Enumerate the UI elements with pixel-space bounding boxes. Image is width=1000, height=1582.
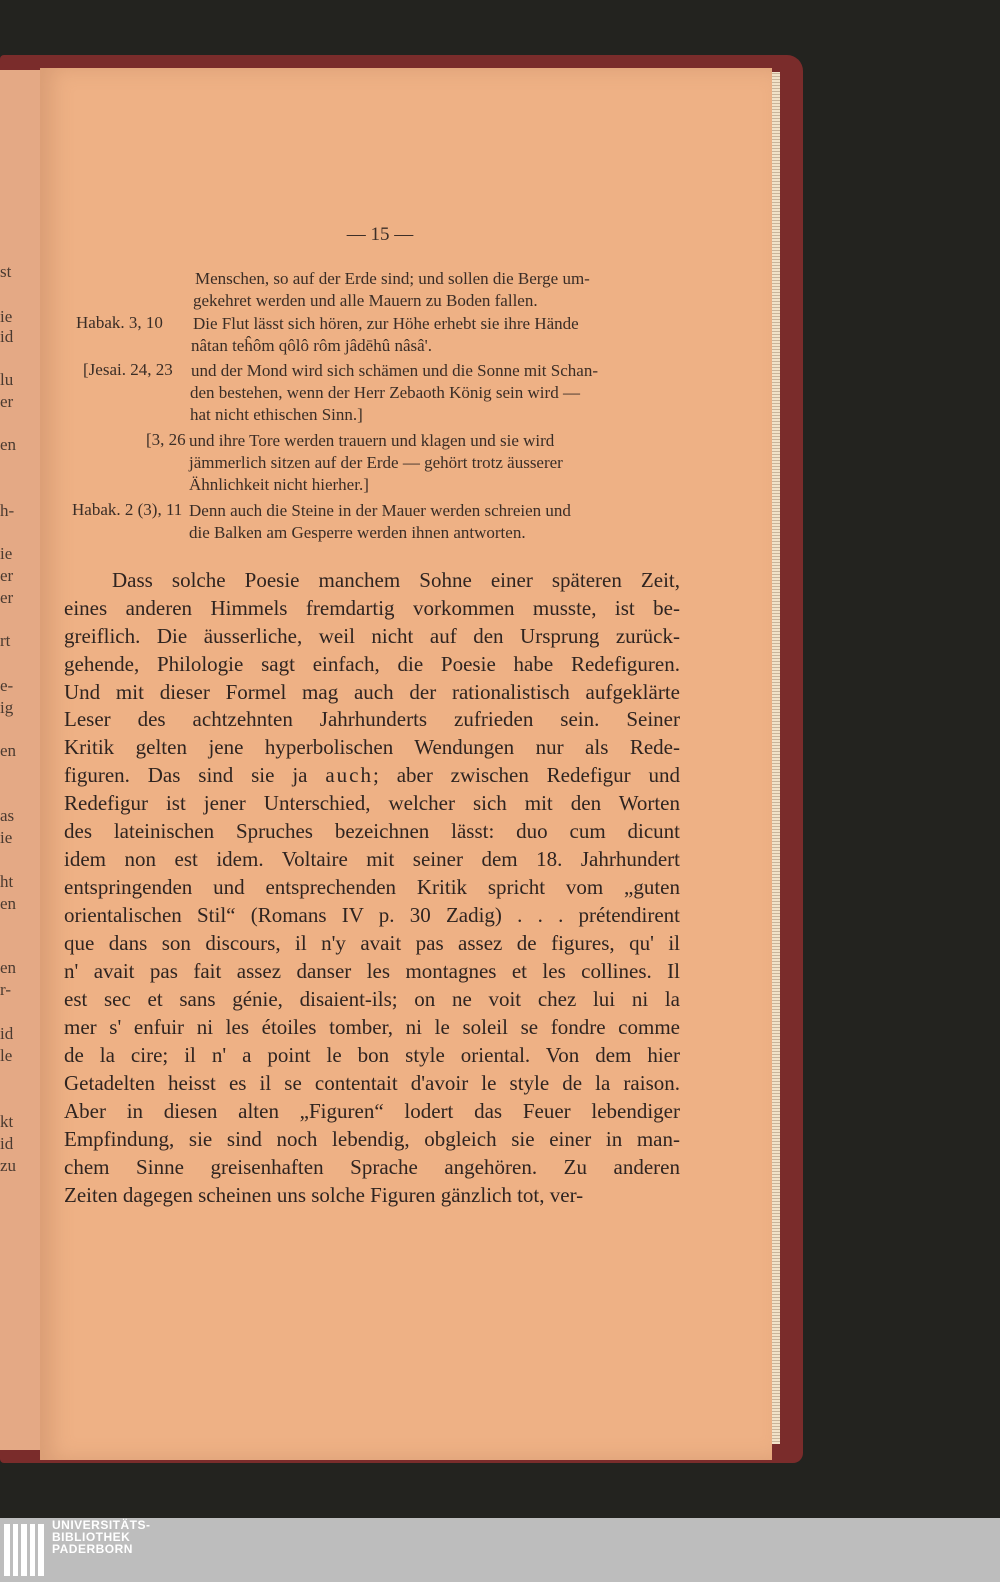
facing-page-fragment: zu	[0, 1156, 17, 1175]
paragraph-line: des lateinischen Spruches bezeichnen lässt: duo cum dicunt	[64, 819, 680, 843]
facing-page-fragment: id	[0, 1024, 14, 1043]
logo-line: PADERBORN	[52, 1542, 133, 1556]
quote-line: nâtan teĥôm qôlô rôm jâdēhû nâsâ'.	[191, 336, 432, 355]
paragraph-line: greiflich. Die äusserliche, weil nicht auf den Ursprung zurück-	[64, 624, 680, 648]
quote-line: und der Mond wird sich schämen und die Sonne mit Schan-	[191, 361, 598, 380]
paragraph-line: eines anderen Himmels fremdartig vorkommen musste, ist be-	[64, 596, 680, 620]
quote-line: und ihre Tore werden trauern und klagen und sie wird	[189, 431, 555, 450]
paragraph-line: idem non est idem. Voltaire mit seiner dem 18. Jahrhundert	[64, 847, 680, 871]
facing-page-fragment: e-	[0, 676, 14, 695]
quote-line: gekehret werden und alle Mauern zu Boden fallen.	[193, 291, 538, 310]
quote-reference: [Jesai. 24, 23	[83, 360, 173, 379]
paragraph-line: Zeiten dagegen scheinen uns solche Figuren gänzlich tot, ver-	[64, 1183, 584, 1207]
paragraph-line: Aber in diesen alten „Figuren“ lodert das Feuer lebendiger	[64, 1099, 680, 1123]
facing-page-fragment: en	[0, 435, 17, 454]
paragraph-text: ; aber zwischen Redefigur und	[373, 763, 681, 787]
facing-page-fragment: id	[0, 1134, 14, 1153]
facing-page-fragment: ie	[0, 828, 13, 847]
paragraph-line: orientalischen Stil“ (Romans IV p. 30 Zadig) . . . prétendirent	[64, 903, 680, 927]
emphasis-text: auch	[325, 763, 373, 787]
paragraph-text: figuren. Das sind sie ja	[64, 763, 326, 787]
facing-page-fragment: h-	[0, 501, 15, 520]
facing-page-fragment: er	[0, 566, 14, 585]
facing-page-fragment: ie	[0, 544, 13, 563]
quote-reference: [3, 26	[146, 430, 186, 449]
facing-page-fragment: id	[0, 327, 14, 346]
paragraph-line: Empfindung, sie sind noch lebendig, obgleich sie einer in man-	[64, 1127, 680, 1151]
paragraph-line: n' avait pas fait assez danser les montagnes et les collines. Il	[64, 959, 680, 983]
facing-page-fragment: ig	[0, 698, 14, 717]
quote-line: Denn auch die Steine in der Mauer werden schreien und	[189, 501, 571, 520]
paragraph-line: que dans son discours, il n'y avait pas assez de figures, qu' il	[64, 931, 680, 955]
paragraph-line: Und mit dieser Formel mag auch der rationalistisch aufgeklärte	[64, 680, 680, 704]
paragraph-line: Redefigur ist jener Unterschied, welcher sich mit den Worten	[64, 791, 680, 815]
facing-page-fragment: er	[0, 392, 14, 411]
facing-page	[0, 70, 44, 1450]
quote-reference: Habak. 2 (3), 11	[72, 500, 183, 519]
facing-page-fragment: kt	[0, 1112, 14, 1131]
quote-line: den bestehen, wenn der Herr Zebaoth König sein wird —	[190, 383, 580, 402]
paragraph-line: mer s' enfuir ni les étoiles tomber, ni le soleil se fondre comme	[64, 1015, 680, 1039]
page-number: — 15 —	[346, 224, 414, 245]
facing-page-fragment: le	[0, 1046, 13, 1065]
quote-line: hat nicht ethischen Sinn.]	[190, 405, 363, 424]
facing-page-fragment: lu	[0, 370, 14, 389]
facing-page-fragment: en	[0, 741, 17, 760]
paragraph-line: est sec et sans génie, disaient-ils; on ne voit chez lui ni la	[64, 987, 680, 1011]
paragraph-line: Kritik gelten jene hyperbolischen Wendungen nur als Rede-	[64, 735, 680, 759]
logo-line: BIBLIOTHEK	[52, 1530, 131, 1544]
facing-page-fragment: rt	[0, 631, 11, 650]
facing-page-fragment: en	[0, 958, 17, 977]
paragraph-line: Dass solche Poesie manchem Sohne einer späteren Zeit,	[112, 568, 680, 592]
quote-line: Ähnlichkeit nicht hierher.]	[189, 475, 369, 494]
paragraph-line: gehende, Philologie sagt einfach, die Poesie habe Redefiguren.	[64, 652, 680, 676]
paragraph-line: Getadelten heisst es il se contentait d'avoir le style de la raison.	[64, 1071, 680, 1095]
paragraph-line: Leser des achtzehnten Jahrhunderts zufrieden sein. Seiner	[64, 707, 680, 731]
facing-page-fragment: en	[0, 894, 17, 913]
quote-line: die Balken am Gesperre werden ihnen antworten.	[189, 523, 526, 542]
facing-page-fragment: ie	[0, 307, 13, 326]
library-bars-icon	[4, 1524, 44, 1576]
facing-page-fragment: ht	[0, 872, 14, 891]
paragraph-line: entspringenden und entsprechenden Kritik spricht vom „guten	[64, 875, 680, 899]
quote-reference: Habak. 3, 10	[76, 313, 163, 332]
facing-page-fragment: as	[0, 806, 15, 825]
page-edges	[772, 72, 780, 1444]
facing-page-fragment: st	[0, 262, 12, 281]
library-logo-text	[52, 1519, 151, 1555]
paragraph-line: chem Sinne greisenhaften Sprache angehören. Zu anderen	[64, 1155, 680, 1179]
library-footer	[0, 1518, 1000, 1582]
quote-line: Die Flut lässt sich hören, zur Höhe erhebt sie ihre Hände	[193, 314, 579, 333]
facing-page-fragment: r-	[0, 980, 11, 999]
paragraph-line	[64, 763, 680, 788]
facing-page-fragment: er	[0, 588, 14, 607]
quote-line: jämmerlich sitzen auf der Erde — gehört trotz äusserer	[189, 453, 563, 472]
quote-line: Menschen, so auf der Erde sind; und sollen die Berge um-	[195, 269, 590, 288]
logo-line: UNIVERSITÄTS-	[52, 1518, 151, 1532]
paragraph-line: de la cire; il n' a point le bon style oriental. Von dem hier	[64, 1043, 680, 1067]
